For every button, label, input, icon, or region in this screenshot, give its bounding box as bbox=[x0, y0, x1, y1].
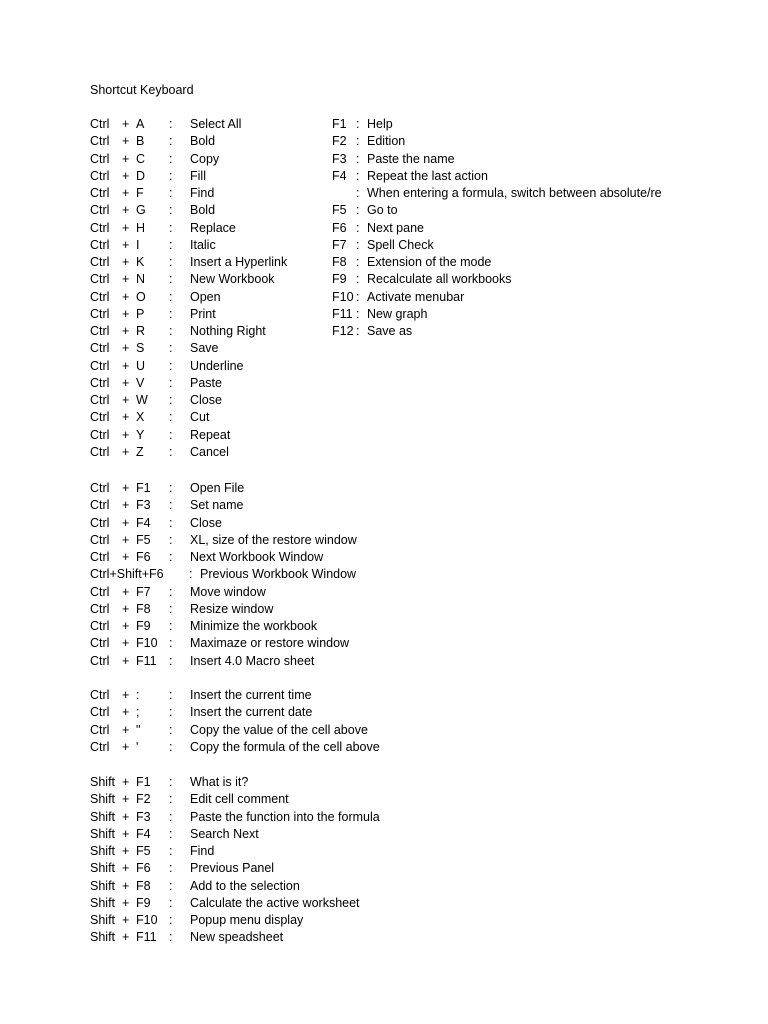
modifier-key: Ctrl bbox=[90, 688, 110, 702]
modifier-key: Ctrl bbox=[90, 653, 110, 668]
separator-colon: : bbox=[169, 255, 173, 269]
separator-colon: : bbox=[169, 705, 173, 720]
shortcut-description: Search Next bbox=[190, 826, 259, 841]
separator-colon: : bbox=[169, 895, 173, 910]
shortcut-description: Edit cell comment bbox=[190, 792, 289, 807]
plus-sign: + bbox=[122, 792, 130, 807]
separator-colon: : bbox=[169, 134, 173, 149]
shortcut-description: Paste the function into the formula bbox=[190, 809, 380, 824]
shortcut-description: New graph bbox=[367, 306, 428, 321]
plus-sign: + bbox=[122, 151, 130, 166]
plus-sign: + bbox=[122, 444, 130, 459]
shortcut-description: Previous Panel bbox=[190, 861, 275, 876]
shortcut-key: F9 bbox=[136, 619, 151, 633]
plus-sign: + bbox=[122, 237, 130, 252]
separator-colon: : bbox=[356, 272, 360, 287]
shortcut-description: Copy the value of the cell above bbox=[190, 722, 368, 737]
shortcut-key: B bbox=[136, 134, 145, 149]
separator-colon: : bbox=[356, 237, 360, 252]
plus-sign: + bbox=[122, 619, 130, 633]
separator-colon: : bbox=[169, 844, 173, 858]
shortcut-key: X bbox=[136, 410, 145, 425]
plus-sign: + bbox=[122, 358, 130, 373]
shortcut-key: F8 bbox=[136, 878, 151, 893]
modifier-key: Shift bbox=[90, 775, 116, 789]
plus-sign: + bbox=[122, 515, 130, 530]
shortcut-description: Nothing Right bbox=[190, 324, 266, 338]
shortcut-description: Help bbox=[367, 117, 393, 131]
separator-colon: : bbox=[169, 739, 173, 754]
modifier-key: Ctrl bbox=[90, 168, 110, 183]
modifier-key: Ctrl bbox=[90, 636, 110, 651]
modifier-key: Shift bbox=[90, 913, 116, 927]
separator-colon: : bbox=[169, 861, 173, 876]
shortcut-description: Open File bbox=[190, 481, 245, 495]
modifier-key: Ctrl bbox=[90, 117, 110, 131]
shortcut-description: Cut bbox=[190, 410, 210, 425]
shortcut-description: Save bbox=[190, 341, 219, 356]
plus-sign: + bbox=[122, 393, 130, 407]
separator-colon: : bbox=[356, 117, 360, 131]
modifier-key: Ctrl bbox=[90, 393, 110, 407]
modifier-key: Ctrl bbox=[90, 619, 110, 633]
modifier-key: Shift bbox=[90, 844, 116, 858]
separator-colon: : bbox=[169, 410, 173, 425]
shortcut-description: Move window bbox=[190, 584, 266, 599]
shortcut-description: XL, size of the restore window bbox=[190, 532, 357, 547]
shortcut-key: F5 bbox=[136, 844, 151, 858]
function-key: F2 bbox=[332, 134, 347, 149]
shortcut-description: Spell Check bbox=[367, 237, 434, 252]
plus-sign: + bbox=[122, 861, 130, 876]
plus-sign: + bbox=[122, 705, 130, 720]
function-key: F11 bbox=[332, 306, 353, 321]
shortcut-description: Repeat the last action bbox=[367, 168, 488, 183]
separator-colon: : bbox=[169, 550, 173, 564]
separator-colon: : bbox=[169, 653, 173, 668]
shortcut-description: Insert the current time bbox=[190, 688, 312, 702]
plus-sign: + bbox=[122, 636, 130, 651]
separator-colon: : bbox=[169, 913, 173, 927]
shortcut-description: Close bbox=[190, 515, 222, 530]
plus-sign: + bbox=[122, 809, 130, 824]
shortcut-key: F bbox=[136, 186, 144, 200]
function-key: F4 bbox=[332, 168, 347, 183]
function-key: F9 bbox=[332, 272, 347, 287]
plus-sign: + bbox=[122, 550, 130, 564]
modifier-key: Ctrl bbox=[90, 550, 110, 564]
plus-sign: + bbox=[122, 653, 130, 668]
separator-colon: : bbox=[356, 289, 360, 304]
plus-sign: + bbox=[122, 498, 130, 513]
shortcut-key: F6 bbox=[136, 550, 151, 564]
plus-sign: + bbox=[122, 739, 130, 754]
shortcut-key: F11 bbox=[136, 930, 157, 945]
modifier-key: Ctrl bbox=[90, 601, 110, 616]
shortcut-key: F1 bbox=[136, 775, 151, 789]
separator-colon: : bbox=[169, 272, 173, 287]
shortcut-key: A bbox=[136, 117, 145, 131]
modifier-key: Ctrl bbox=[90, 722, 110, 737]
shortcut-description: Italic bbox=[190, 237, 216, 252]
separator-colon: : bbox=[169, 168, 173, 183]
separator-colon: : bbox=[169, 792, 173, 807]
plus-sign: + bbox=[122, 375, 130, 390]
modifier-key: Shift bbox=[90, 930, 116, 945]
shortcut-key: F8 bbox=[136, 601, 151, 616]
plus-sign: + bbox=[122, 272, 130, 287]
shortcut-description: Popup menu display bbox=[190, 913, 304, 927]
shortcut-description: Edition bbox=[367, 134, 406, 149]
shortcut-key: R bbox=[136, 324, 146, 338]
modifier-key: Ctrl bbox=[90, 186, 110, 200]
modifier-key: Ctrl bbox=[90, 306, 110, 321]
separator-colon: : bbox=[356, 255, 360, 269]
plus-sign: + bbox=[122, 826, 130, 841]
separator-colon: : bbox=[189, 567, 193, 582]
plus-sign: + bbox=[122, 844, 130, 858]
shortcut-description: Next pane bbox=[367, 220, 424, 235]
shortcut-key: : bbox=[136, 688, 140, 702]
separator-colon: : bbox=[169, 220, 173, 235]
plus-sign: + bbox=[122, 913, 130, 927]
shortcut-description: Go to bbox=[367, 203, 398, 218]
page-title: Shortcut Keyboard bbox=[90, 83, 194, 97]
plus-sign: + bbox=[122, 427, 130, 442]
separator-colon: : bbox=[169, 237, 173, 252]
shortcut-description: Set name bbox=[190, 498, 244, 513]
separator-colon: : bbox=[169, 324, 173, 338]
separator-colon: : bbox=[356, 134, 360, 149]
shortcut-key: F3 bbox=[136, 809, 151, 824]
separator-colon: : bbox=[356, 151, 360, 166]
function-key: F5 bbox=[332, 203, 347, 218]
separator-colon: : bbox=[169, 930, 173, 945]
shortcut-key: U bbox=[136, 358, 146, 373]
modifier-key: Ctrl bbox=[90, 272, 110, 287]
modifier-key: Ctrl bbox=[90, 515, 110, 530]
separator-colon: : bbox=[169, 498, 173, 513]
shortcut-key: F10 bbox=[136, 913, 158, 927]
shortcut-description: New Workbook bbox=[190, 272, 275, 287]
shortcut-description: Resize window bbox=[190, 601, 274, 616]
shortcut-description: Save as bbox=[367, 324, 413, 338]
shortcut-description: Repeat bbox=[190, 427, 231, 442]
shortcut-description: Calculate the active worksheet bbox=[190, 895, 360, 910]
separator-colon: : bbox=[169, 722, 173, 737]
plus-sign: + bbox=[122, 203, 130, 218]
shortcut-description: Close bbox=[190, 393, 222, 407]
separator-colon: : bbox=[169, 289, 173, 304]
modifier-key: Ctrl bbox=[90, 358, 110, 373]
function-key: F3 bbox=[332, 151, 347, 166]
shortcut-key: D bbox=[136, 168, 146, 183]
plus-sign: + bbox=[122, 324, 130, 338]
shortcut-description: Cancel bbox=[190, 444, 229, 459]
shortcut-key: ' bbox=[136, 739, 139, 754]
plus-sign: + bbox=[122, 410, 130, 425]
separator-colon: : bbox=[169, 203, 173, 218]
shortcut-key: W bbox=[136, 393, 148, 407]
separator-colon: : bbox=[169, 601, 173, 616]
shortcut-key: S bbox=[136, 341, 145, 356]
modifier-key: Shift bbox=[90, 826, 116, 841]
modifier-key: Ctrl bbox=[90, 289, 110, 304]
modifier-key: Shift bbox=[90, 809, 116, 824]
modifier-key: Ctrl bbox=[90, 375, 110, 390]
shortcut-description: Previous Workbook Window bbox=[200, 567, 357, 582]
shortcut-description: Minimize the workbook bbox=[190, 619, 318, 633]
function-key: F12 bbox=[332, 324, 354, 338]
modifier-key: Ctrl bbox=[90, 584, 110, 599]
shortcut-key: V bbox=[136, 375, 145, 390]
shortcut-description: Maximaze or restore window bbox=[190, 636, 350, 651]
function-key: F6 bbox=[332, 220, 347, 235]
plus-sign: + bbox=[122, 532, 130, 547]
function-key: F7 bbox=[332, 237, 347, 252]
modifier-key: Ctrl bbox=[90, 532, 110, 547]
shortcut-key: F5 bbox=[136, 532, 151, 547]
separator-colon: : bbox=[169, 515, 173, 530]
modifier-key: Ctrl bbox=[90, 203, 110, 218]
shortcut-key: F7 bbox=[136, 584, 151, 599]
separator-colon: : bbox=[169, 341, 173, 356]
plus-sign: + bbox=[122, 481, 130, 495]
shortcut-description: Copy the formula of the cell above bbox=[190, 739, 380, 754]
separator-colon: : bbox=[169, 809, 173, 824]
shortcut-description: Insert 4.0 Macro sheet bbox=[190, 653, 315, 668]
separator-colon: : bbox=[169, 186, 173, 200]
shortcut-key: F6 bbox=[136, 861, 151, 876]
plus-sign: + bbox=[122, 878, 130, 893]
shortcut-description: Next Workbook Window bbox=[190, 550, 324, 564]
plus-sign: + bbox=[122, 186, 130, 200]
shortcut-description: New speadsheet bbox=[190, 930, 284, 945]
plus-sign: + bbox=[122, 341, 130, 356]
modifier-key: Ctrl bbox=[90, 498, 110, 513]
shortcut-key: Y bbox=[136, 427, 145, 442]
shortcut-description: What is it? bbox=[190, 775, 249, 789]
modifier-key: Ctrl bbox=[90, 410, 110, 425]
modifier-key: Ctrl bbox=[90, 324, 110, 338]
shortcut-key: N bbox=[136, 272, 146, 287]
modifier-key: Shift bbox=[90, 792, 116, 807]
shortcut-key: K bbox=[136, 255, 145, 269]
separator-colon: : bbox=[169, 358, 173, 373]
shortcut-key: " bbox=[136, 722, 141, 737]
shortcut-key: F9 bbox=[136, 895, 151, 910]
separator-colon: : bbox=[169, 481, 173, 495]
plus-sign: + bbox=[122, 775, 130, 789]
shortcut-description: Paste the name bbox=[367, 151, 455, 166]
modifier-key: Ctrl bbox=[90, 134, 110, 149]
plus-sign: + bbox=[122, 134, 130, 149]
separator-colon: : bbox=[169, 306, 173, 321]
shortcut-key: O bbox=[136, 289, 146, 304]
shortcut-key: ; bbox=[136, 705, 140, 720]
separator-colon: : bbox=[169, 151, 173, 166]
shortcut-description: Insert a Hyperlink bbox=[190, 255, 288, 269]
modifier-key: Ctrl bbox=[90, 427, 110, 442]
shortcut-key: F1 bbox=[136, 481, 151, 495]
shortcut-key: I bbox=[136, 237, 140, 252]
modifier-key: Ctrl bbox=[90, 220, 110, 235]
shortcut-description: Fill bbox=[190, 168, 206, 183]
shortcut-key: F4 bbox=[136, 515, 151, 530]
shortcut-description: Bold bbox=[190, 203, 216, 218]
modifier-key: Ctrl bbox=[90, 705, 110, 720]
separator-colon: : bbox=[169, 826, 173, 841]
separator-colon: : bbox=[169, 584, 173, 599]
shortcut-key: C bbox=[136, 151, 146, 166]
separator-colon: : bbox=[356, 203, 360, 218]
separator-colon: : bbox=[169, 117, 173, 131]
separator-colon: : bbox=[169, 375, 173, 390]
plus-sign: + bbox=[122, 289, 130, 304]
separator-colon: : bbox=[169, 427, 173, 442]
plus-sign: + bbox=[122, 306, 130, 321]
function-key-list bbox=[332, 116, 678, 356]
shortcut-description: Add to the selection bbox=[190, 878, 300, 893]
modifier-key: Ctrl bbox=[90, 444, 110, 459]
separator-colon: : bbox=[169, 444, 173, 459]
separator-colon: : bbox=[169, 688, 173, 702]
modifier-key: Ctrl bbox=[90, 481, 110, 495]
modifier-key: Ctrl bbox=[90, 237, 110, 252]
shortcut-description: Extension of the mode bbox=[367, 255, 492, 269]
shortcut-key: Z bbox=[136, 444, 144, 459]
shortcut-description: Bold bbox=[190, 134, 216, 149]
plus-sign: + bbox=[122, 930, 130, 945]
shortcut-key: F2 bbox=[136, 792, 151, 807]
shortcut-combo: Ctrl+Shift+F6 bbox=[90, 567, 164, 582]
shortcut-description: Print bbox=[190, 306, 216, 321]
plus-sign: + bbox=[122, 895, 130, 910]
plus-sign: + bbox=[122, 601, 130, 616]
shortcut-description: Underline bbox=[190, 358, 244, 373]
shortcut-description: Recalculate all workbooks bbox=[367, 272, 512, 287]
plus-sign: + bbox=[122, 255, 130, 269]
shortcut-description: Insert the current date bbox=[190, 705, 313, 720]
shortcut-description: Open bbox=[190, 289, 221, 304]
shortcut-key: F4 bbox=[136, 826, 151, 841]
separator-colon: : bbox=[356, 186, 360, 200]
shortcut-key: F3 bbox=[136, 498, 151, 513]
plus-sign: + bbox=[122, 168, 130, 183]
shortcut-description: Activate menubar bbox=[367, 289, 465, 304]
modifier-key: Ctrl bbox=[90, 341, 110, 356]
separator-colon: : bbox=[356, 168, 360, 183]
modifier-key: Shift bbox=[90, 878, 116, 893]
modifier-key: Ctrl bbox=[90, 151, 110, 166]
separator-colon: : bbox=[169, 636, 173, 651]
separator-colon: : bbox=[169, 878, 173, 893]
separator-colon: : bbox=[169, 775, 173, 789]
plus-sign: + bbox=[122, 584, 130, 599]
modifier-key: Shift bbox=[90, 861, 116, 876]
shortcut-description: Find bbox=[190, 844, 215, 858]
shortcut-key: G bbox=[136, 203, 146, 218]
shortcut-key: F11 bbox=[136, 653, 157, 668]
function-key: F8 bbox=[332, 255, 347, 269]
shortcut-description: Paste bbox=[190, 375, 222, 390]
shortcut-description: Copy bbox=[190, 151, 220, 166]
separator-colon: : bbox=[169, 532, 173, 547]
plus-sign: + bbox=[122, 117, 130, 131]
separator-colon: : bbox=[169, 393, 173, 407]
plus-sign: + bbox=[122, 688, 130, 702]
shortcut-description: Replace bbox=[190, 220, 236, 235]
modifier-key: Shift bbox=[90, 895, 116, 910]
shortcut-description: When entering a formula, switch between absolute/re bbox=[367, 186, 662, 200]
shortcut-key: P bbox=[136, 306, 145, 321]
shortcut-description: Select All bbox=[190, 117, 242, 131]
shortcut-key: H bbox=[136, 220, 146, 235]
function-key: F10 bbox=[332, 289, 354, 304]
modifier-key: Ctrl bbox=[90, 255, 110, 269]
function-key: F1 bbox=[332, 117, 347, 131]
shortcut-key: F10 bbox=[136, 636, 158, 651]
shortcut-description: Find bbox=[190, 186, 215, 200]
plus-sign: + bbox=[122, 220, 130, 235]
modifier-key: Ctrl bbox=[90, 739, 110, 754]
separator-colon: : bbox=[356, 324, 360, 338]
separator-colon: : bbox=[356, 220, 360, 235]
separator-colon: : bbox=[169, 619, 173, 633]
plus-sign: + bbox=[122, 722, 130, 737]
separator-colon: : bbox=[356, 306, 360, 321]
